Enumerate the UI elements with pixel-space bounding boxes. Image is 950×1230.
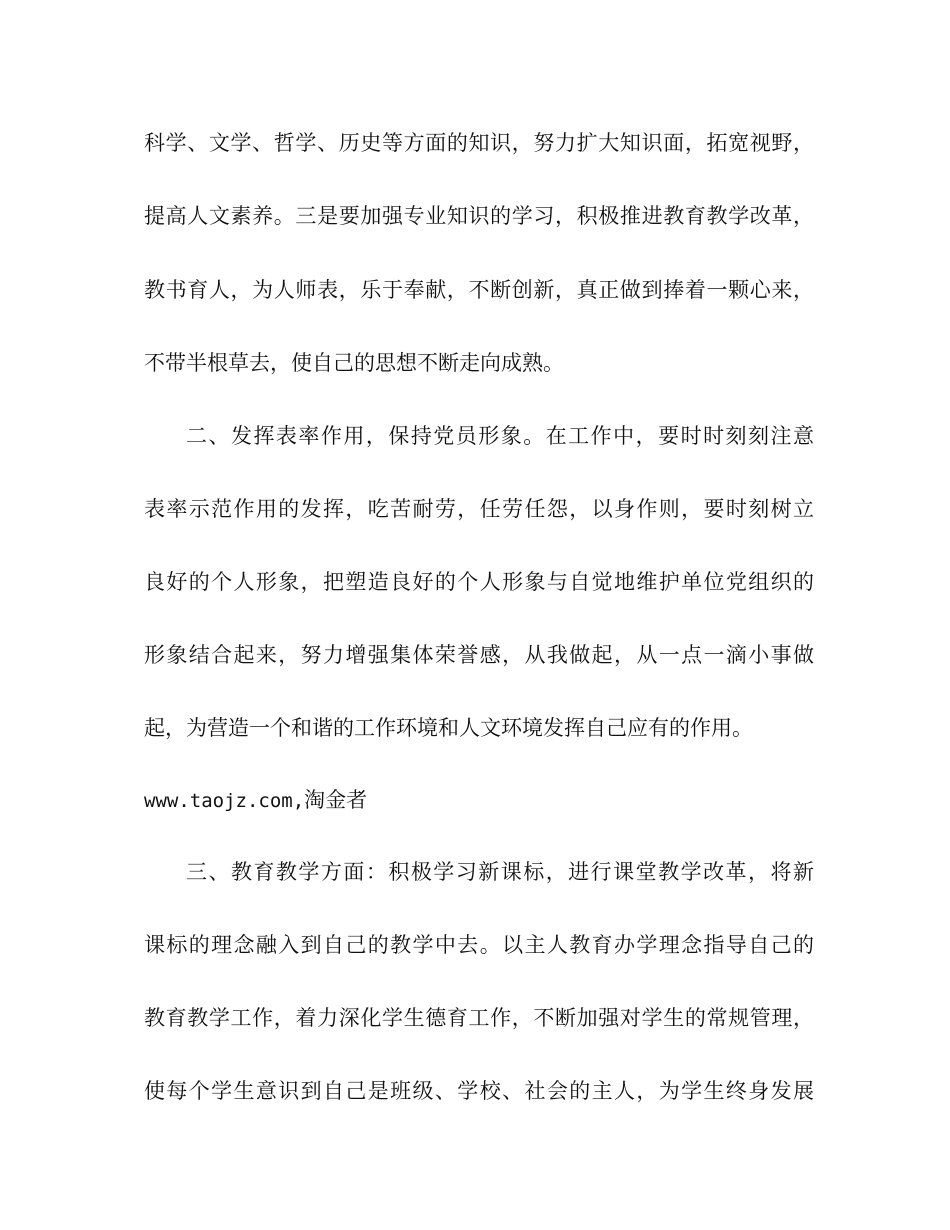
- paragraph-line: 不带半根草去，使自己的思想不断走向成熟。: [144, 351, 564, 375]
- website-url: www.taojz.com,: [144, 790, 305, 812]
- paragraph-line: 科学、文学、哲学、历史等方面的知识，努力扩大知识面，拓宽视野，: [144, 131, 814, 155]
- paragraph-line: 教育教学工作，着力深化学生德育工作，不断加强对学生的常规管理，: [144, 1006, 814, 1030]
- paragraph-line: 良好的个人形象，把塑造良好的个人形象与自觉地维护单位党组织的: [144, 570, 814, 594]
- website-line: [144, 785, 814, 815]
- paragraph-line: 三、教育教学方面：积极学习新课标，进行课堂教学改革，将新: [186, 860, 814, 884]
- paragraph-line: 教书育人，为人师表，乐于奉献，不断创新，真正做到捧着一颗心来，: [144, 278, 814, 302]
- paragraph-line: 二、发挥表率作用，保持党员形象。在工作中，要时时刻刻注意: [186, 424, 814, 448]
- paragraph-line: 表率示范作用的发挥，吃苦耐劳，任劳任怨，以身作则，要时刻树立: [144, 497, 814, 521]
- paragraph-line: 形象结合起来，努力增强集体荣誉感，从我做起，从一点一滴小事做: [144, 643, 814, 667]
- paragraph-line: 提高人文素养。三是要加强专业知识的学习，积极推进教育教学改革，: [144, 204, 814, 228]
- website-name: 淘金者: [304, 788, 368, 812]
- paragraph-line: 课标的理念融入到自己的教学中去。以主人教育办学理念指导自己的: [144, 933, 814, 957]
- paragraph-line: 使每个学生意识到自己是班级、学校、社会的主人，为学生终身发展: [144, 1079, 814, 1103]
- paragraph-line: 起，为营造一个和谐的工作环境和人文环境发挥自己应有的作用。: [144, 716, 753, 740]
